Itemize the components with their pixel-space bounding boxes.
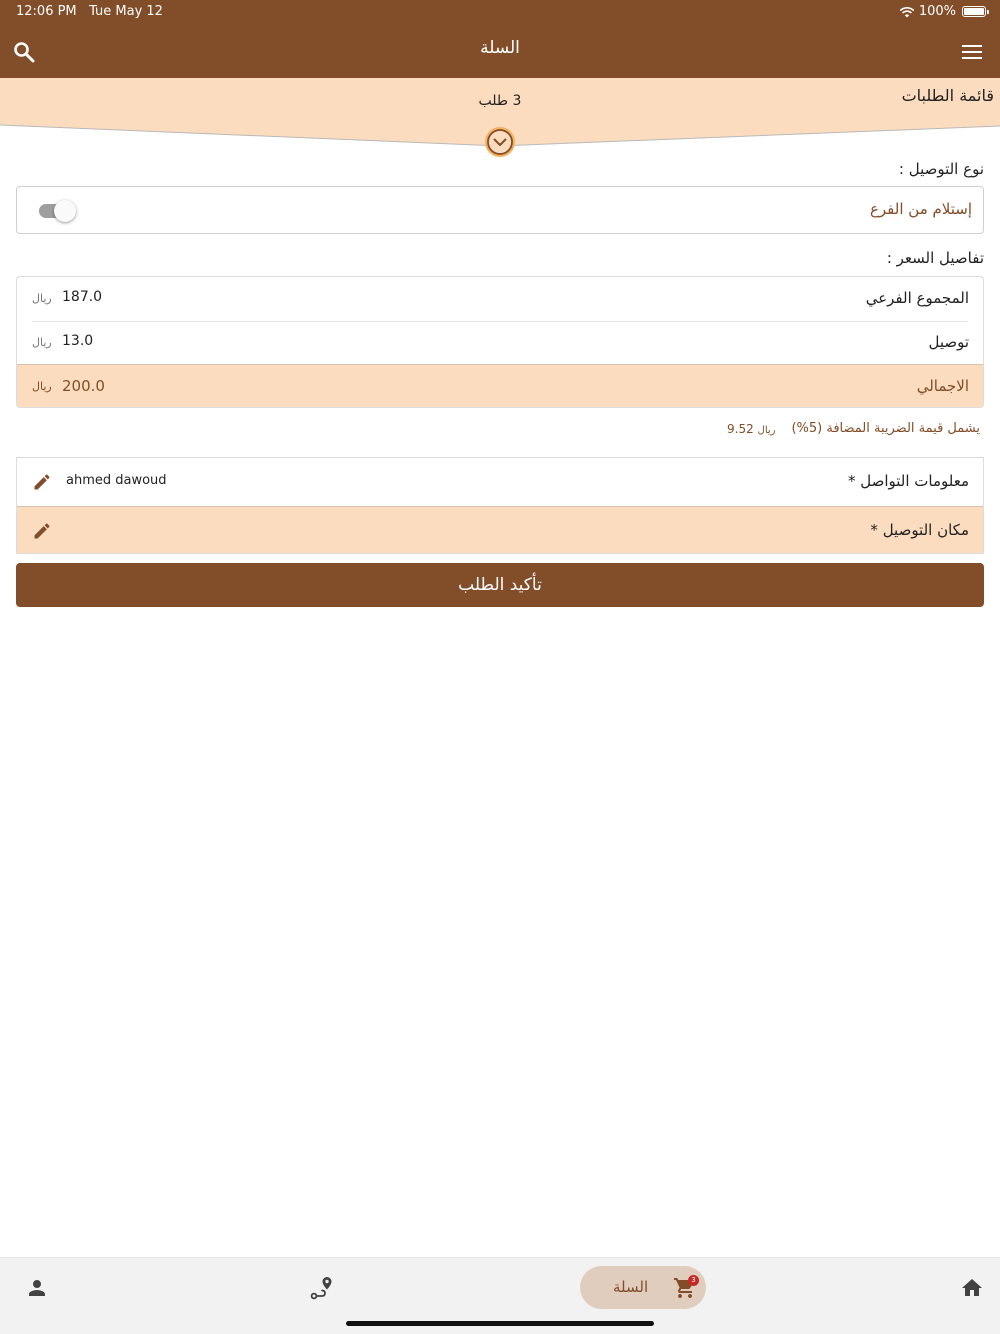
total-value: 200.0	[62, 377, 105, 395]
subtotal-row	[17, 277, 983, 321]
price-details-box	[16, 276, 984, 408]
home-icon[interactable]	[960, 1276, 984, 1300]
edit-pencil-icon[interactable]	[32, 472, 52, 492]
vat-note: يشمل قيمة الضريبة المضافة (5%)	[791, 421, 980, 436]
delivery-fee-row	[17, 321, 983, 365]
status-bar-right	[899, 4, 986, 19]
total-label: الاجمالي	[916, 377, 969, 395]
delivery-fee-label: توصيل	[928, 333, 969, 351]
vat-currency: ريال	[757, 425, 776, 436]
delivery-type-label: نوع التوصيل :	[898, 160, 984, 178]
page-title: السلة	[480, 38, 520, 58]
contact-info-label: معلومات التواصل *	[847, 472, 969, 490]
tab-cart-label: السلة	[613, 1278, 649, 1296]
status-bar-time: 12:06 PM Tue May 12	[16, 4, 163, 19]
delivery-type-box	[16, 186, 984, 234]
delivery-location-row[interactable]	[17, 506, 983, 554]
contact-info-value: ahmed dawoud	[66, 473, 167, 488]
orders-list-title: قائمة الطلبات	[901, 86, 994, 105]
delivery-fee-value: 13.0	[62, 333, 94, 349]
pickup-from-branch-label: إستلام من الفرع	[869, 200, 972, 218]
price-details-label: تفاصيل السعر :	[886, 249, 984, 267]
subtotal-currency: ريال	[32, 292, 52, 305]
vat-amount	[727, 422, 775, 436]
contact-info-row[interactable]	[17, 458, 983, 506]
order-info-box	[16, 457, 984, 554]
tab-cart[interactable]	[580, 1266, 706, 1309]
confirm-order-button[interactable]: تأكيد الطلب	[16, 563, 984, 607]
profile-icon[interactable]	[25, 1276, 49, 1300]
edit-pencil-icon[interactable]	[32, 521, 52, 541]
home-indicator	[346, 1321, 654, 1326]
battery-icon	[962, 6, 986, 17]
cart-badge: 3	[688, 1275, 699, 1286]
chevron-down-circle-icon[interactable]	[484, 126, 516, 158]
battery-percent: 100%	[918, 4, 956, 19]
menu-icon[interactable]	[962, 44, 982, 60]
subtotal-value: 187.0	[62, 289, 103, 305]
total-row	[17, 364, 983, 408]
orders-count: 3 طلب	[478, 93, 522, 109]
orders-list-banner[interactable]	[0, 78, 1000, 158]
route-location-icon[interactable]	[308, 1274, 336, 1302]
pickup-toggle[interactable]	[39, 200, 76, 222]
subtotal-label: المجموع الفرعي	[865, 289, 969, 307]
top-app-bar	[0, 0, 1000, 78]
total-currency: ريال	[32, 380, 52, 393]
vat-value: 9.52	[727, 422, 754, 436]
wifi-icon	[899, 6, 915, 18]
toggle-knob	[54, 200, 76, 222]
delivery-fee-currency: ريال	[32, 336, 52, 349]
delivery-location-label: مكان التوصيل *	[870, 521, 969, 539]
